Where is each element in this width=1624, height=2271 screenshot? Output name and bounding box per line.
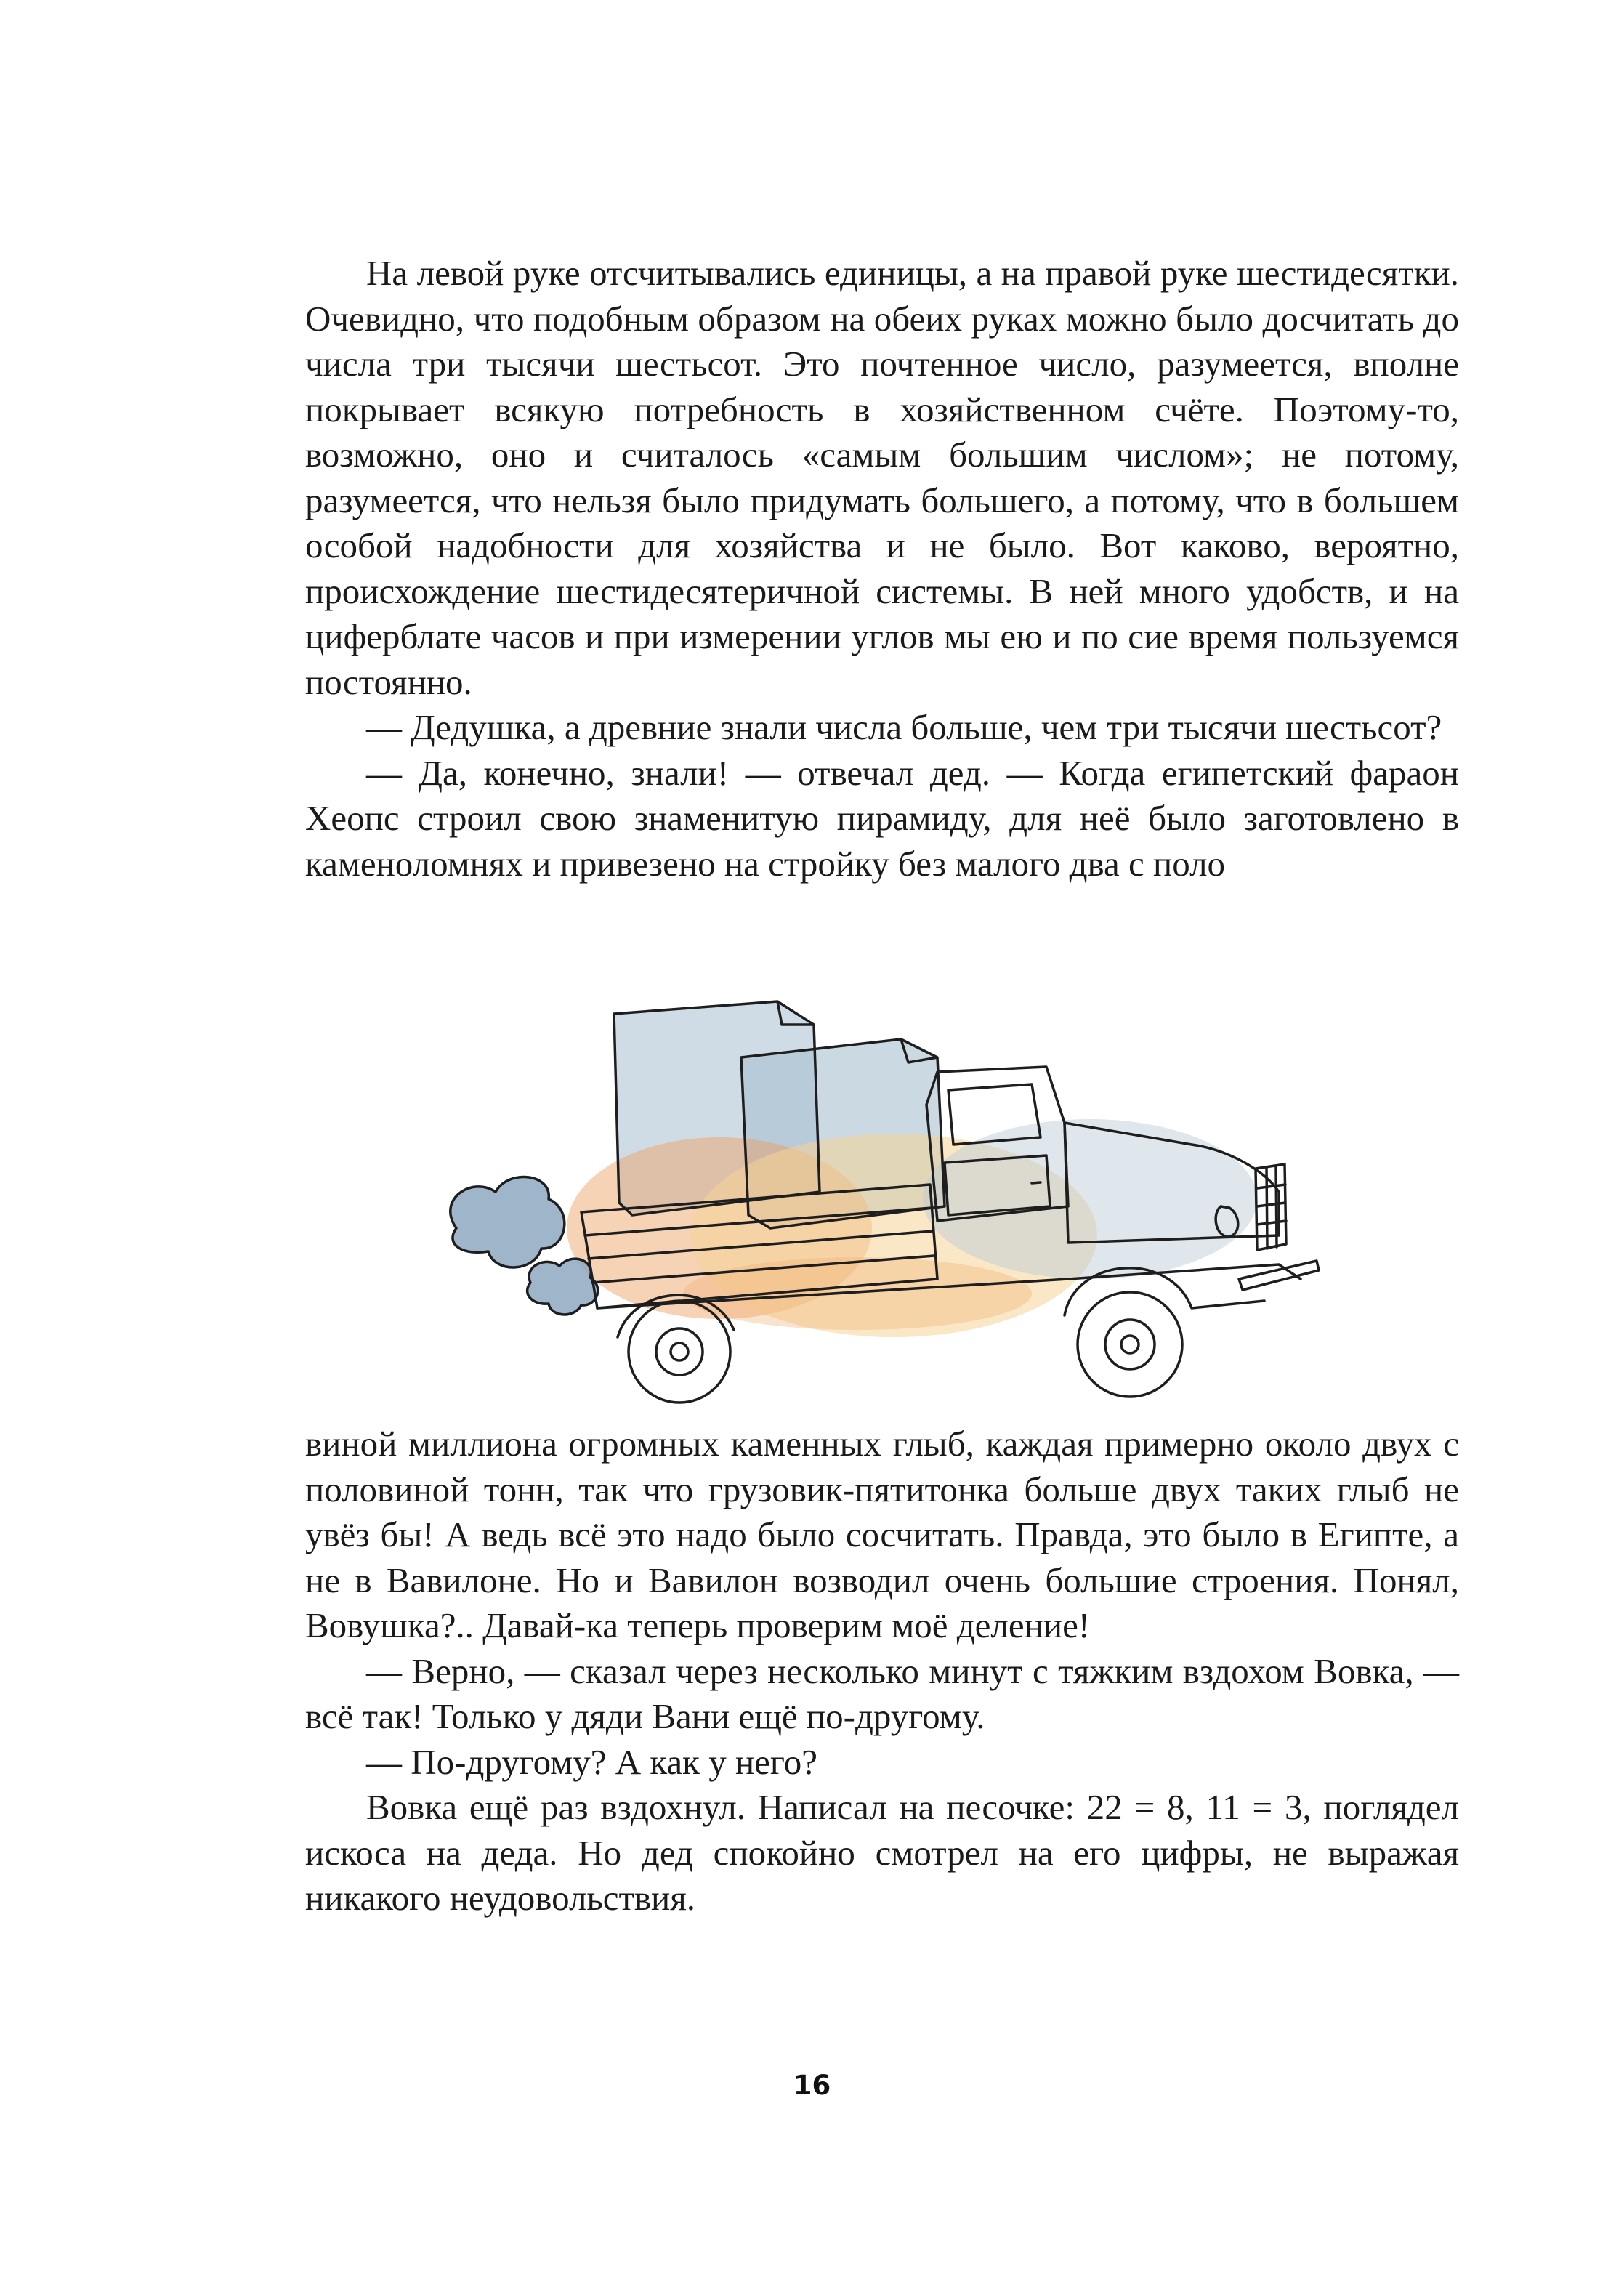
paragraph: — Верно, — сказал через несколько минут с тяжким вздохом Вовка, — всё так! Только у дяди Вани ещё по-другому. [305, 1650, 1459, 1736]
text-block-bottom [305, 1421, 1459, 1921]
paragraph: Вовка ещё раз вздохнул. Написал на песочке: 22 = 8, 11 = 3, поглядел искоса на деда. Но дед спокойно смотрел на его цифры, не выражая никакого неудовольствия. [305, 1787, 1459, 1918]
front-wheel [1078, 1292, 1182, 1397]
page-number: 16 [793, 2070, 831, 2101]
paragraph: На левой руке отсчитывались единицы, а на правой руке шестидесятки. Очевидно, что подобным образом на обеих руках можно было досчитать до числа три тысячи шестьсот. Это почтенное число, разумеется, вполне покрывает всякую потребность в хозяйственном счёте. Поэтому-то, возможно, оно и считалось «самым большим числом»; не потому, разумеется, что нельзя было придумать большего, а потому, что в большем особой надобности для хозяйства и не было. Вот каково, вероятно, происхождение шестидесятеричной системы. В ней много удобств, и на циферблате часов и при измерении углов мы ею и по сие время пользуемся постоянно. [305, 253, 1459, 702]
paragraph: виной миллиона огромных каменных глыб, каждая примерно около двух с половиной тонн, так что грузовик-пятитонка больше двух таких глыб не увёз бы! А ведь всё это надо было сосчитать. Правда, это было в Египте, а не в Вавилоне. Но и Вавилон возводил очень большие строения. Понял, Вовушка?.. Давай-ка теперь проверим моё деление! [305, 1424, 1459, 1645]
fender-front [1065, 1268, 1264, 1315]
orange-wash-low [683, 1257, 1032, 1330]
paragraph: — По-другому? А как у него? [366, 1741, 818, 1782]
rear-wheel [629, 1301, 730, 1403]
exhaust-cloud-2 [528, 1259, 598, 1315]
paragraph: — Дедушка, а древние знали числа больше, чем три тысячи шестьсот? [366, 707, 1442, 747]
paragraph: — Да, конечно, знали! — отвечал дед. — Когда египетский фараон Хеопс строил свою знаменитую пирамиду, для неё было заготовлено в каменоломнях и привезено на стройку без малого два с поло [305, 752, 1459, 884]
